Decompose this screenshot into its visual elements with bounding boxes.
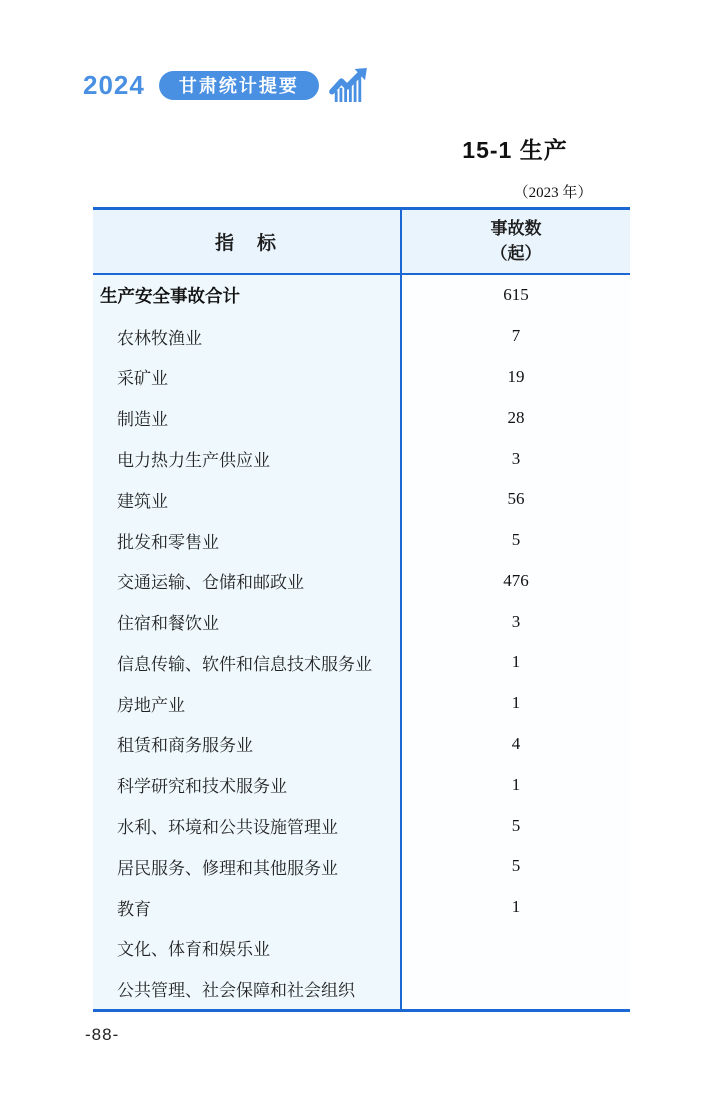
table-body <box>93 275 630 1009</box>
row-label: 农林牧渔业 <box>93 316 400 357</box>
brand-badge: 甘肃统计提要 <box>159 71 319 100</box>
table-row <box>93 275 630 316</box>
table-header-row <box>93 210 630 275</box>
row-value: 3 <box>400 601 630 642</box>
row-label: 租赁和商务服务业 <box>93 724 400 765</box>
table-row <box>93 846 630 887</box>
page-number: -88- <box>85 1025 120 1044</box>
table-row <box>93 479 630 520</box>
trend-chart-icon <box>329 68 367 102</box>
row-label: 制造业 <box>93 397 400 438</box>
row-label: 信息传输、软件和信息技术服务业 <box>93 642 400 683</box>
row-value: 7 <box>400 316 630 357</box>
table-row <box>93 764 630 805</box>
row-value: 1 <box>400 642 630 683</box>
row-label: 采矿业 <box>93 357 400 398</box>
table-row <box>93 642 630 683</box>
row-label: 住宿和餐饮业 <box>93 601 400 642</box>
table-header-value <box>400 210 630 273</box>
page-title: 15-1 生产 <box>462 137 568 163</box>
row-value: 5 <box>400 520 630 561</box>
row-value: 476 <box>400 560 630 601</box>
page-subtitle: （2023 年） <box>513 185 593 201</box>
row-value: 19 <box>400 357 630 398</box>
table-row <box>93 560 630 601</box>
table-row <box>93 887 630 928</box>
table-row <box>93 805 630 846</box>
row-value <box>400 968 630 1009</box>
table-row <box>93 928 630 969</box>
table-header-value-line1: 事故数 <box>490 218 542 238</box>
row-value: 615 <box>400 275 630 316</box>
row-label: 批发和零售业 <box>93 520 400 561</box>
row-label: 居民服务、修理和其他服务业 <box>93 846 400 887</box>
table-row <box>93 968 630 1009</box>
row-label: 文化、体育和娱乐业 <box>93 928 400 969</box>
row-value: 5 <box>400 805 630 846</box>
row-value: 1 <box>400 887 630 928</box>
row-value <box>400 928 630 969</box>
row-label: 房地产业 <box>93 683 400 724</box>
row-label: 科学研究和技术服务业 <box>93 764 400 805</box>
table-row <box>93 601 630 642</box>
row-label: 公共管理、社会保障和社会组织 <box>93 968 400 1009</box>
row-value: 56 <box>400 479 630 520</box>
table-header-value-line2: （起） <box>490 243 542 263</box>
row-label: 交通运输、仓储和邮政业 <box>93 560 400 601</box>
table-row <box>93 683 630 724</box>
table-header-indicator: 指 标 <box>214 233 278 254</box>
table-row <box>93 520 630 561</box>
brand-year: 2024 <box>83 69 145 100</box>
statistics-table <box>93 207 630 1012</box>
table-row <box>93 316 630 357</box>
row-value: 1 <box>400 683 630 724</box>
brand-header <box>83 68 367 102</box>
row-value: 28 <box>400 397 630 438</box>
row-label: 电力热力生产供应业 <box>93 438 400 479</box>
table-row <box>93 397 630 438</box>
row-value: 4 <box>400 724 630 765</box>
row-value: 1 <box>400 764 630 805</box>
row-label: 教育 <box>93 887 400 928</box>
table-row <box>93 357 630 398</box>
table-row <box>93 438 630 479</box>
row-label: 水利、环境和公共设施管理业 <box>93 805 400 846</box>
row-value: 5 <box>400 846 630 887</box>
row-label: 生产安全事故合计 <box>93 275 400 316</box>
table-row <box>93 724 630 765</box>
row-label: 建筑业 <box>93 479 400 520</box>
row-value: 3 <box>400 438 630 479</box>
